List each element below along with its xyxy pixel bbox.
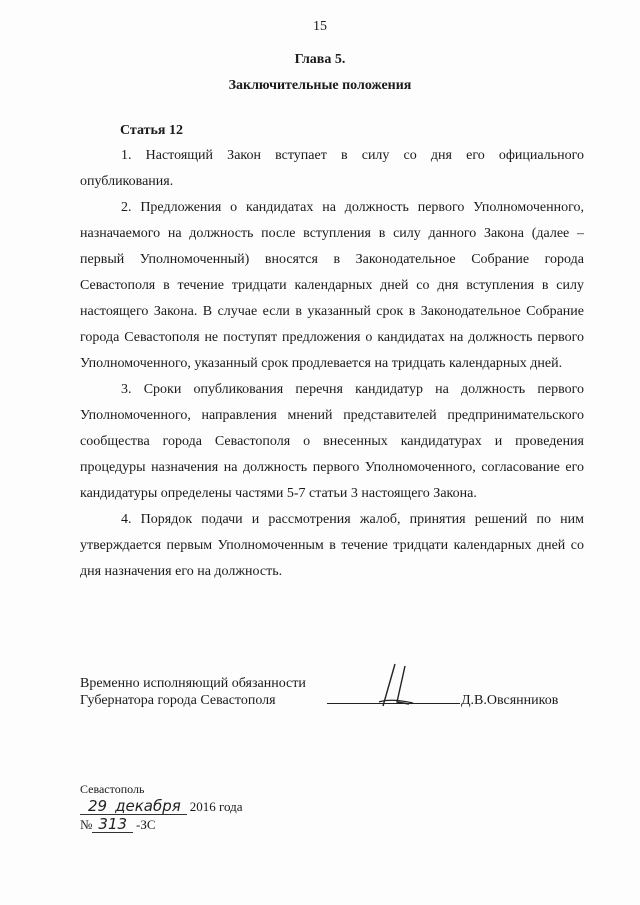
section-title: Заключительные положения bbox=[228, 78, 412, 93]
paragraph-1: 1. Настоящий Закон вступает в силу со дня его официального опубликования. bbox=[80, 148, 584, 189]
date-day: 29 bbox=[80, 798, 111, 815]
number-sign: № bbox=[80, 817, 93, 832]
place-of-signing: Севастополь bbox=[80, 782, 145, 796]
page-number: 15 bbox=[313, 19, 327, 34]
date-month: декабря bbox=[111, 798, 187, 815]
date-year: 2016 года bbox=[189, 799, 243, 814]
place-date-number bbox=[80, 780, 243, 834]
paragraph-4: 4. Порядок подачи и рассмотрения жалоб, принятия решений по ним утверждается первым Уполномоченным в течение тридцати календарных дней со дня назначения его на должность. bbox=[80, 512, 584, 579]
article-title: Статья 12 bbox=[120, 123, 183, 138]
number-suffix: -ЗС bbox=[136, 817, 156, 832]
number-value: 313 bbox=[92, 816, 133, 833]
signatory-title-line-1: Временно исполняющий обязанности bbox=[80, 676, 306, 691]
paragraph-3: 3. Сроки опубликования перечня кандидатур на должность первого Уполномоченного, направления мнений представителей предпринимательского сообщества города Севастополя о внесенных кандидатурах и проведения процедуры назначения на должность первого Уполномоченного, согласование его кандидатуры определены частями 5-7 статьи 3 настоящего Закона. bbox=[80, 382, 584, 501]
signature-block bbox=[80, 675, 580, 715]
article-body bbox=[80, 143, 584, 585]
signatory-name: Д.В.Овсянников bbox=[461, 693, 559, 708]
chapter-title: Глава 5. bbox=[294, 52, 346, 67]
signing-date bbox=[80, 798, 243, 816]
signatory-title-line-2: Губернатора города Севастополя bbox=[80, 693, 276, 708]
law-number bbox=[80, 816, 243, 834]
paragraph-2: 2. Предложения о кандидатах на должность первого Уполномоченного, назначаемого на должность после вступления в силу данного Закона (далее – первый Уполномоченный) вносятся в Законодательное Собрание города Севастополя в течение тридцати календарных дней со дня вступления в силу настоящего Закона. В случае если в указанный срок в Законодательное Собрание города Севастополя не поступят предложения о кандидатах на должность первого Уполномоченного, указанный срок продлевается на тридцать календарных дней. bbox=[80, 200, 584, 371]
signatory-title bbox=[80, 675, 306, 709]
handwritten-signature-icon bbox=[375, 662, 415, 710]
